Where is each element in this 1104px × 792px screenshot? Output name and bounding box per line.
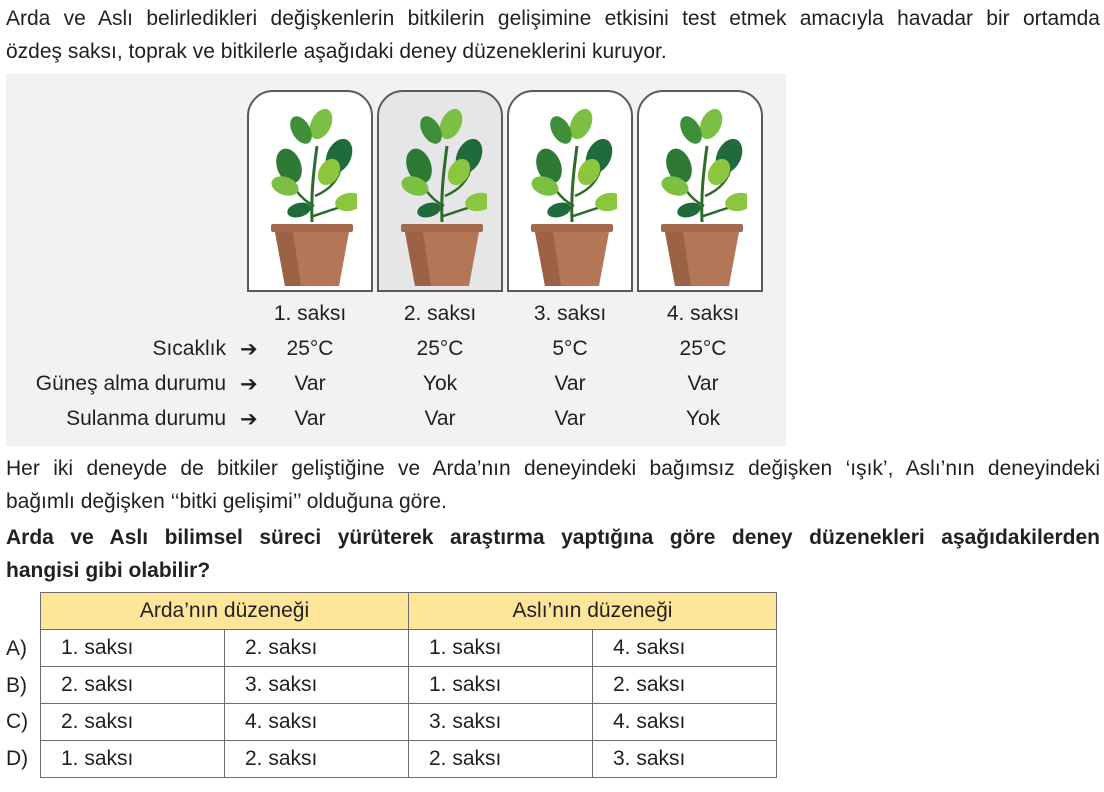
option-letter-c[interactable]: C): [6, 710, 29, 733]
watering-value: Var: [424, 407, 456, 430]
question-text: [6, 521, 1100, 587]
row-label-temperature: Sıcaklık: [152, 337, 226, 360]
header-arda: Arda’nın düzeneği: [41, 593, 409, 630]
row-label-sunlight: Güneş alma durumu: [35, 372, 226, 395]
potted-plant-icon: [659, 106, 747, 290]
temperature-value: 25°C: [679, 337, 727, 360]
context-line-2: bağımlı değişken ‘‘bitki gelişimi’’ olduğuna göre.: [6, 490, 447, 513]
pot-label: 2. saksı: [403, 302, 477, 325]
watering-value: Yok: [685, 407, 721, 430]
answer-row-b[interactable]: [41, 667, 777, 704]
table-cell: 3. saksı: [593, 741, 777, 778]
arrow-icon: ➔: [240, 338, 258, 361]
sunlight-value: Yok: [422, 372, 458, 395]
pot-label: 3. saksı: [533, 302, 607, 325]
arrow-icon: ➔: [240, 408, 258, 431]
question-line-2: hangisi gibi olabilir?: [6, 559, 211, 582]
temperature-value: 25°C: [416, 337, 464, 360]
potted-plant-icon: [269, 106, 357, 290]
table-cell: 3. saksı: [225, 667, 409, 704]
temperature-value: 25°C: [286, 337, 334, 360]
table-cell: 4. saksı: [593, 630, 777, 667]
option-letter-a[interactable]: A): [6, 637, 27, 660]
table-cell: 1. saksı: [41, 630, 225, 667]
arrow-icon: ➔: [240, 373, 258, 396]
sunlight-value: Var: [554, 372, 586, 395]
answer-row-c[interactable]: [41, 704, 777, 741]
pot-cover-4: [637, 90, 763, 292]
table-cell: 4. saksı: [225, 704, 409, 741]
intro-line-2: özdeş saksı, toprak ve bitkilerle aşağıdaki deney düzeneklerini kuruyor.: [6, 40, 667, 63]
option-letter-b[interactable]: B): [6, 674, 27, 697]
answer-table: [40, 592, 777, 778]
pot-cover-3: [507, 90, 633, 292]
table-cell: 2. saksı: [41, 667, 225, 704]
table-cell: 1. saksı: [409, 630, 593, 667]
sunlight-value: Var: [294, 372, 326, 395]
table-cell: 2. saksı: [41, 704, 225, 741]
table-cell: 2. saksı: [409, 741, 593, 778]
context-line-1: Her iki deneyde de bitkiler geliştiğine ve Arda’nın deneyindeki bağımsız değişken ‘ışık’, Aslı’nın deneyindeki: [6, 457, 1100, 480]
table-cell: 2. saksı: [225, 630, 409, 667]
answer-row-a[interactable]: [41, 630, 777, 667]
table-cell: 2. saksı: [225, 741, 409, 778]
table-cell: 4. saksı: [593, 704, 777, 741]
context-paragraph: [6, 452, 1100, 518]
watering-value: Var: [554, 407, 586, 430]
answer-table-header: [41, 593, 777, 630]
question-line-1: Arda ve Aslı bilimsel süreci yürüterek araştırma yaptığına göre deney düzenekleri aşağıdakilerden: [6, 526, 1100, 549]
intro-line-1: Arda ve Aslı belirledikleri değişkenlerin bitkilerin gelişimine etkisini test etmek amacıyla havadar bir ortamda: [6, 7, 1100, 30]
option-letter-d[interactable]: D): [6, 747, 29, 770]
pot-cover-2: [377, 90, 503, 292]
pot-cover-1: [247, 90, 373, 292]
row-label-watering: Sulanma durumu: [66, 407, 226, 430]
potted-plant-icon: [399, 106, 487, 290]
sunlight-value: Var: [687, 372, 719, 395]
table-cell: 2. saksı: [593, 667, 777, 704]
temperature-value: 5°C: [552, 337, 588, 360]
header-asli: Aslı’nın düzeneği: [409, 593, 777, 630]
table-cell: 1. saksı: [409, 667, 593, 704]
table-cell: 1. saksı: [41, 741, 225, 778]
table-cell: 3. saksı: [409, 704, 593, 741]
intro-paragraph: [6, 2, 1100, 68]
potted-plant-icon: [529, 106, 617, 290]
pot-label: 4. saksı: [666, 302, 740, 325]
answer-row-d[interactable]: [41, 741, 777, 778]
watering-value: Var: [294, 407, 326, 430]
pot-label: 1. saksı: [273, 302, 347, 325]
